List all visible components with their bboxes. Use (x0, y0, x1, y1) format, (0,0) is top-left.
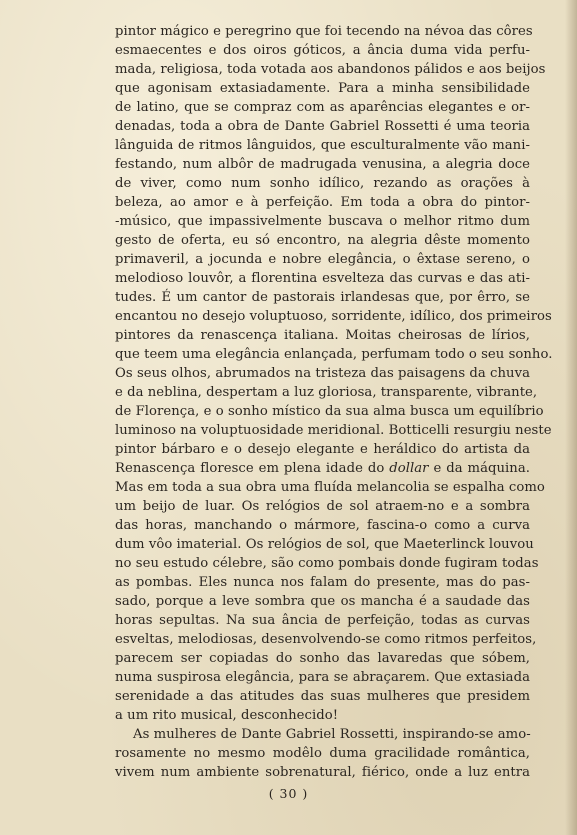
text-line: gesto de oferta, eu só encontro, na alegria dêste momento (115, 233, 530, 248)
text-line: -músico, que impassivelmente buscava o melhor ritmo dum (115, 214, 530, 229)
text-line: de Florença, e o sonho místico da sua alma busca um equilíbrio (115, 404, 544, 419)
text-line: pintor bárbaro e o desejo elegante e heráldico do artista da (115, 442, 530, 457)
text-line: tudes. É um cantor de pastorais irlandesas que, por êrro, se (115, 290, 530, 305)
text-line: esveltas, melodiosas, desenvolvendo-se como ritmos perfeitos, (115, 632, 537, 647)
text-line: primaveril, a jocunda e nobre elegância, o êxtase sereno, o (115, 252, 530, 267)
italic-word: dollar (389, 461, 429, 476)
text-line: vivem num ambiente sobrenatural, fiérico, onde a luz entra (115, 765, 530, 780)
text-line: esmaecentes e dos oiros góticos, a ância duma vida perfu- (115, 43, 530, 58)
text-line: pintor mágico e peregrino que foi tecendo na névoa das côres (115, 24, 533, 39)
text-line: de viver, como num sonho idílico, rezando as orações à (115, 176, 530, 191)
text-line: numa suspirosa elegância, para se abraçarem. Que extasiada (115, 670, 530, 685)
text-line-with-italic: Renascença floresce em plena idade do dollar e da máquina. (115, 461, 530, 476)
text-line: lânguida de ritmos lânguidos, que esculturalmente vão mani- (115, 138, 530, 153)
text-line: das horas, manchando o mármore, fascina-o como a curva (115, 518, 530, 533)
text-line: Mas em toda a sua obra uma fluída melancolia se espalha como (115, 480, 545, 495)
body-text (115, 22, 553, 782)
text-line: as pombas. Eles nunca nos falam do presente, mas do pas- (115, 575, 530, 590)
text-line: mada, religiosa, toda votada aos abandonos pálidos e aos beijos (115, 62, 546, 77)
paragraph-end-line: a um rito musical, desconhecido! (115, 708, 339, 723)
text-line: no seu estudo célebre, são como pombais donde fugiram todas (115, 556, 539, 571)
text-line: pintores da renascença italiana. Moitas cheirosas de lírios, (115, 328, 530, 343)
text-line: festando, num albôr de madrugada venusina, a alegria doce (115, 157, 530, 172)
text-line: melodioso louvôr, a florentina esvelteza das curvas e das ati- (115, 271, 530, 286)
page-number: ( 30 ) (268, 786, 309, 801)
paragraph-start-line: As mulheres de Dante Gabriel Rossetti, inspirando-se amo- (133, 727, 531, 742)
text-line: de latino, que se compraz com as aparências elegantes e or- (115, 100, 530, 115)
text-line: serenidade a das atitudes das suas mulheres que presidem (115, 689, 530, 704)
text-line: rosamente no mesmo modêlo duma gracilidade romântica, (115, 746, 530, 761)
text-line: que agonisam extasiadamente. Para a minha sensibilidade (115, 81, 530, 96)
text-line: horas sepultas. Na sua ância de perfeição, todas as curvas (115, 613, 530, 628)
text-line: dum vôo imaterial. Os relógios de sol, que Maeterlinck louvou (115, 537, 534, 552)
page-edge-shadow (565, 0, 577, 835)
text-line: e da neblina, despertam a luz gloriosa, transparente, vibrante, (115, 385, 538, 400)
text-line: denadas, toda a obra de Dante Gabriel Rossetti é uma teoria (115, 119, 530, 134)
text-line: luminoso na voluptuosidade meridional. Botticelli resurgiu neste (115, 423, 552, 438)
text-line: um beijo de luar. Os relógios de sol atraem-no e a sombra (115, 499, 530, 514)
text-line: Os seus olhos, abrumados na tristeza das paisagens da chuva (115, 366, 530, 381)
text-line: encantou no desejo voluptuoso, sorridente, idílico, dos primeiros (115, 309, 552, 324)
text-line: beleza, ao amor e à perfeição. Em toda a obra do pintor- (115, 195, 530, 210)
text-line: parecem ser copiadas do sonho das lavaredas que sóbem, (115, 651, 530, 666)
text-line: que teem uma elegância enlançada, perfumam todo o seu sonho. (115, 347, 553, 362)
text-line: sado, porque a leve sombra que os mancha é a saudade das (115, 594, 530, 609)
